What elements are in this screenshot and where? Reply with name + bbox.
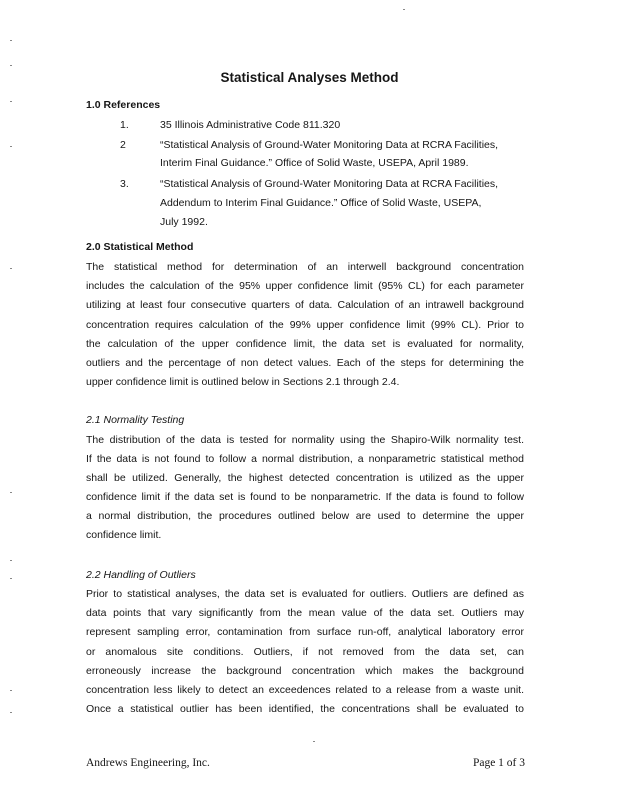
paragraph-line: the calculation of the upper confidence limit, the data set is evaluated for normality, [86, 338, 524, 350]
paragraph-line: The distribution of the data is tested for normality using the Shapiro-Wilk normality test. [86, 434, 524, 446]
paragraph-line: concentration requires calculation of the 99% upper confidence limit (99% CL). Prior to [86, 319, 524, 331]
reference-line: “Statistical Analysis of Ground-Water Monitoring Data at RCRA Facilities, [160, 178, 499, 190]
reference-line: 35 Illinois Administrative Code 811.320 [160, 119, 341, 131]
scan-speck [10, 40, 12, 41]
footer-company: Andrews Engineering, Inc. [86, 757, 210, 769]
paragraph-line: confidence limit if the data set is found to be nonparametric. If the data is found to follow [86, 491, 524, 503]
paragraph-line: If the data is not found to follow a normal distribution, a nonparametric statistical method [86, 453, 524, 465]
scan-speck [403, 9, 405, 10]
paragraph-line: confidence limit. [86, 529, 162, 541]
paragraph-line: shall be utilized. Generally, the highest detected concentration is utilized as the upper [86, 472, 524, 484]
scan-speck [10, 560, 12, 561]
outliers-heading: 2.2 Handling of Outliers [86, 569, 196, 581]
reference-line: “Statistical Analysis of Ground-Water Monitoring Data at RCRA Facilities, [160, 139, 499, 151]
scan-speck [10, 268, 12, 269]
footer-page-number: Page 1 of 3 [472, 757, 525, 769]
reference-line: Interim Final Guidance.” Office of Solid Waste, USEPA, April 1989. [160, 157, 469, 169]
paragraph-line: Prior to statistical analyses, the data set is evaluated for outliers. Outliers are defined as [86, 588, 524, 600]
paragraph-line: data points that vary significantly from the mean value of the data set. Outliers may [86, 607, 524, 619]
paragraph-line: concentration less likely to detect an exceedences related to a release from a waste unit. [86, 684, 524, 696]
reference-line: July 1992. [160, 216, 208, 228]
scan-speck [10, 712, 12, 713]
page-title: Statistical Analyses Method [220, 70, 399, 85]
method-heading: 2.0 Statistical Method [86, 241, 194, 253]
paragraph-line: or anomalous site conditions. Outliers, if not removed from the data set, can [86, 646, 524, 658]
scan-speck [10, 690, 12, 691]
reference-number: 1. [120, 119, 129, 131]
normality-heading: 2.1 Normality Testing [86, 414, 185, 426]
scan-speck [10, 65, 12, 66]
reference-line: Addendum to Interim Final Guidance.” Office of Solid Waste, USEPA, [160, 197, 482, 209]
paragraph-line: represent sampling error, contamination from surface run-off, analytical laboratory error [86, 626, 524, 638]
paragraph-line: Once a statistical outlier has been identified, the concentrations shall be evaluated to [86, 703, 524, 715]
paragraph-line: upper confidence limit is outlined below in Sections 2.1 through 2.4. [86, 376, 400, 388]
scan-speck [10, 578, 12, 579]
scan-speck [10, 101, 12, 102]
references-heading: 1.0 References [86, 99, 161, 111]
paragraph-line: a normal distribution, the procedures outlined below are used to determine the upper [86, 510, 524, 522]
paragraph-line: outliers and the percentage of non detect values. Each of the steps for determining the [86, 357, 524, 369]
scan-speck [10, 492, 12, 493]
scan-speck [313, 741, 315, 742]
reference-number: 3. [120, 178, 129, 190]
paragraph-line: The statistical method for determination of an interwell background concentration [86, 261, 524, 273]
paragraph-line: utilizing at least four consecutive quarters of data. Calculation of an intrawell background [86, 299, 524, 311]
reference-number: 2 [120, 139, 126, 151]
scan-speck [10, 146, 12, 147]
paragraph-line: includes the calculation of the 95% upper confidence limit (95% CL) for each parameter [86, 280, 524, 292]
paragraph-line: erroneously increase the background concentration which makes the background [86, 665, 524, 677]
